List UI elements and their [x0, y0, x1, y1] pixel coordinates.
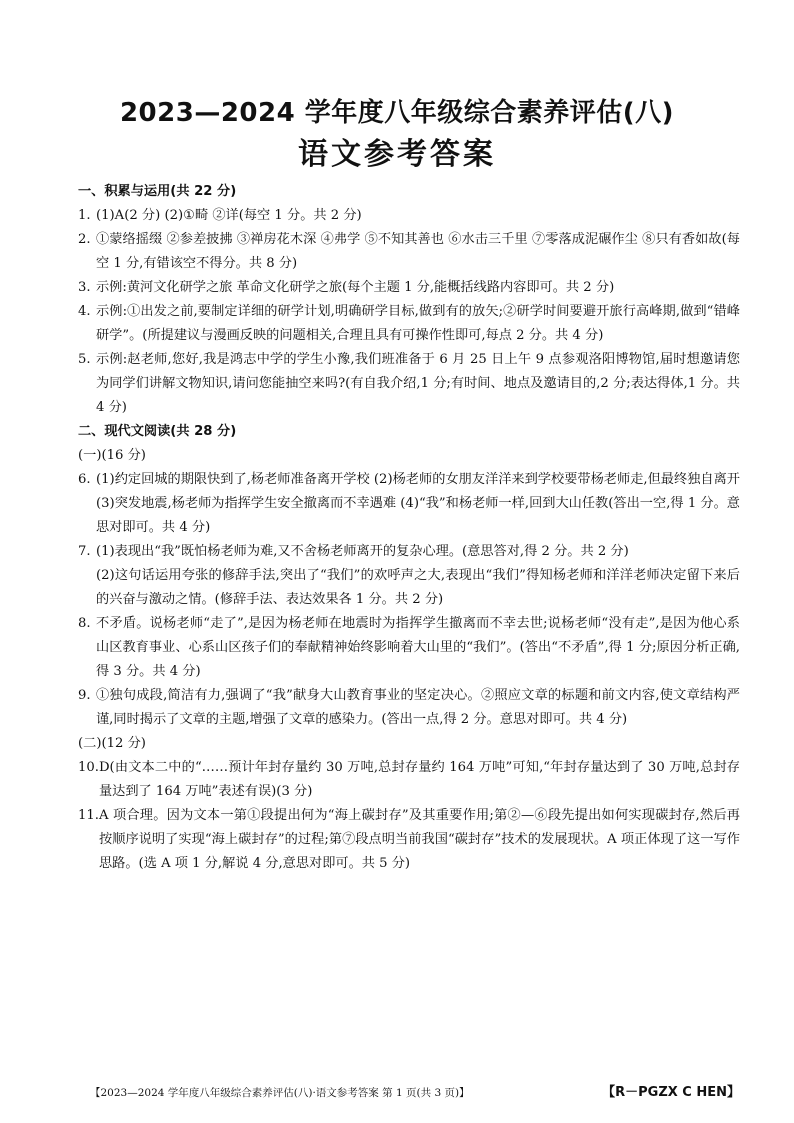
- answer-number: 7.: [78, 544, 91, 559]
- answer-text: 示例:赵老师,您好,我是鸿志中学的学生小豫,我们班准备于 6 月 25 日上午 9 点参观洛阳博物馆,届时想邀请您为同学们讲解文物知识,请问您能抽空来吗?(有自我介绍,1 分;有时间、地点及邀请目的,2 分;表达得体,1 分。共 4 分): [96, 352, 740, 415]
- answer-text: ①独句成段,简洁有力,强调了“我”献身大山教育事业的坚定决心。②照应文章的标题和前文内容,使文章结构严谨,同时揭示了文章的主题,增强了文章的感染力。(答出一点,得 2 分。意思对即可。共 4 分): [96, 688, 740, 727]
- page-footer: [90, 1085, 740, 1101]
- answer-item-3: [78, 276, 740, 300]
- answer-number: 11.: [78, 808, 99, 823]
- answer-item-11: [78, 804, 740, 876]
- answer-item-9: [78, 684, 740, 732]
- answer-item-1: [78, 204, 740, 228]
- answer-text: (1)A(2 分) (2)①畸 ②详(每空 1 分。共 2 分): [96, 208, 362, 223]
- section-heading-accumulation: 一、积累与运用(共 22 分): [78, 184, 237, 199]
- answer-number: 3.: [78, 280, 91, 295]
- answer-text: ①蒙络摇缀 ②参差披拂 ③禅房花木深 ④弗学 ⑤不知其善也 ⑥水击三千里 ⑦零落成泥碾作尘 ⑧只有香如故(每空 1 分,有错该空不得分。共 8 分): [96, 232, 740, 271]
- subsection-label-1: (一)(16 分): [78, 448, 146, 463]
- answer-item-8: [78, 612, 740, 684]
- answer-number: 6.: [78, 472, 91, 487]
- answer-text: 不矛盾。说杨老师“走了”,是因为杨老师在地震时为指挥学生撤离而不幸去世;说杨老师“没有走”,是因为他心系山区教育事业、心系山区孩子们的奉献精神始终影响着大山里的“我们”。(答出“不矛盾”,得 1 分;原因分析正确,得 3 分。共 4 分): [96, 616, 740, 679]
- answer-text-continued: (2)这句话运用夸张的修辞手法,突出了“我们”的欢呼声之大,表现出“我们”得知杨老师和洋洋老师决定留下来后的兴奋与激动之情。(修辞手法、表达效果各 1 分。共 2 分): [96, 568, 740, 607]
- answer-text: (1)表现出“我”既怕杨老师为难,又不舍杨老师离开的复杂心理。(意思答对,得 2 分。共 2 分): [96, 544, 629, 559]
- answer-number: 4.: [78, 304, 91, 319]
- answer-content: [78, 180, 740, 876]
- answer-text: A 项合理。因为文本一第①段提出何为“海上碳封存”及其重要作用;第②—⑥段先提出如何实现碳封存,然后再按顺序说明了实现“海上碳封存”的过程;第⑦段点明当前我国“碳封存”技术的发展现状。A 项正体现了这一写作思路。(选 A 项 1 分,解说 4 分,意思对即可。共 5 分): [98, 808, 740, 871]
- section-heading-modern-reading: 二、现代文阅读(共 28 分): [78, 424, 237, 439]
- answer-item-6: [78, 468, 740, 540]
- answer-number: 9.: [78, 688, 91, 703]
- answer-text: 示例:①出发之前,要制定详细的研学计划,明确研学目标,做到有的放矢;②研学时间要避开旅行高峰期,做到“错峰研学”。(所提建议与漫画反映的问题相关,合理且具有可操作性即可,每点 2 分。共 4 分): [96, 304, 740, 343]
- answer-number: 1.: [78, 208, 91, 223]
- answer-item-7: [78, 540, 740, 564]
- answer-text: (1)约定回城的期限快到了,杨老师准备离开学校 (2)杨老师的女朋友洋洋来到学校要带杨老师走,但最终独自离开 (3)突发地震,杨老师为指挥学生安全撤离而不幸遇难 (4)“我”和杨老师一样,回到大山任教(答出一空,得 1 分。意思对即可。共 4 分): [96, 472, 740, 535]
- answer-item-2: [78, 228, 740, 276]
- answer-number: 5.: [78, 352, 91, 367]
- answer-item-10: [78, 756, 740, 804]
- answer-text: D(由文本二中的“……预计年封存量约 30 万吨,总封存量约 164 万吨”可知,“年封存量达到了 30 万吨,总封存量达到了 164 万吨”表述有误)(3 分): [98, 760, 740, 799]
- answer-number: 2.: [78, 232, 91, 247]
- footer-page-info: 【2023—2024 学年度八年级综合素养评估(八)·语文参考答案 第 1 页(共 3 页)】: [90, 1087, 470, 1099]
- answer-number: 8.: [78, 616, 91, 631]
- footer-code: 【R－PGZX C HEN】: [602, 1085, 740, 1100]
- answer-number: 10.: [78, 760, 99, 775]
- document-title: 2023—2024 学年度八年级综合素养评估(八): [119, 98, 675, 128]
- answer-item-4: [78, 300, 740, 348]
- answer-text: 示例:黄河文化研学之旅 革命文化研学之旅(每个主题 1 分,能概括线路内容即可。共 2 分): [96, 280, 615, 295]
- subsection-label-2: (二)(12 分): [78, 736, 146, 751]
- answer-item-5: [78, 348, 740, 420]
- document-subtitle: 语文参考答案: [298, 137, 496, 172]
